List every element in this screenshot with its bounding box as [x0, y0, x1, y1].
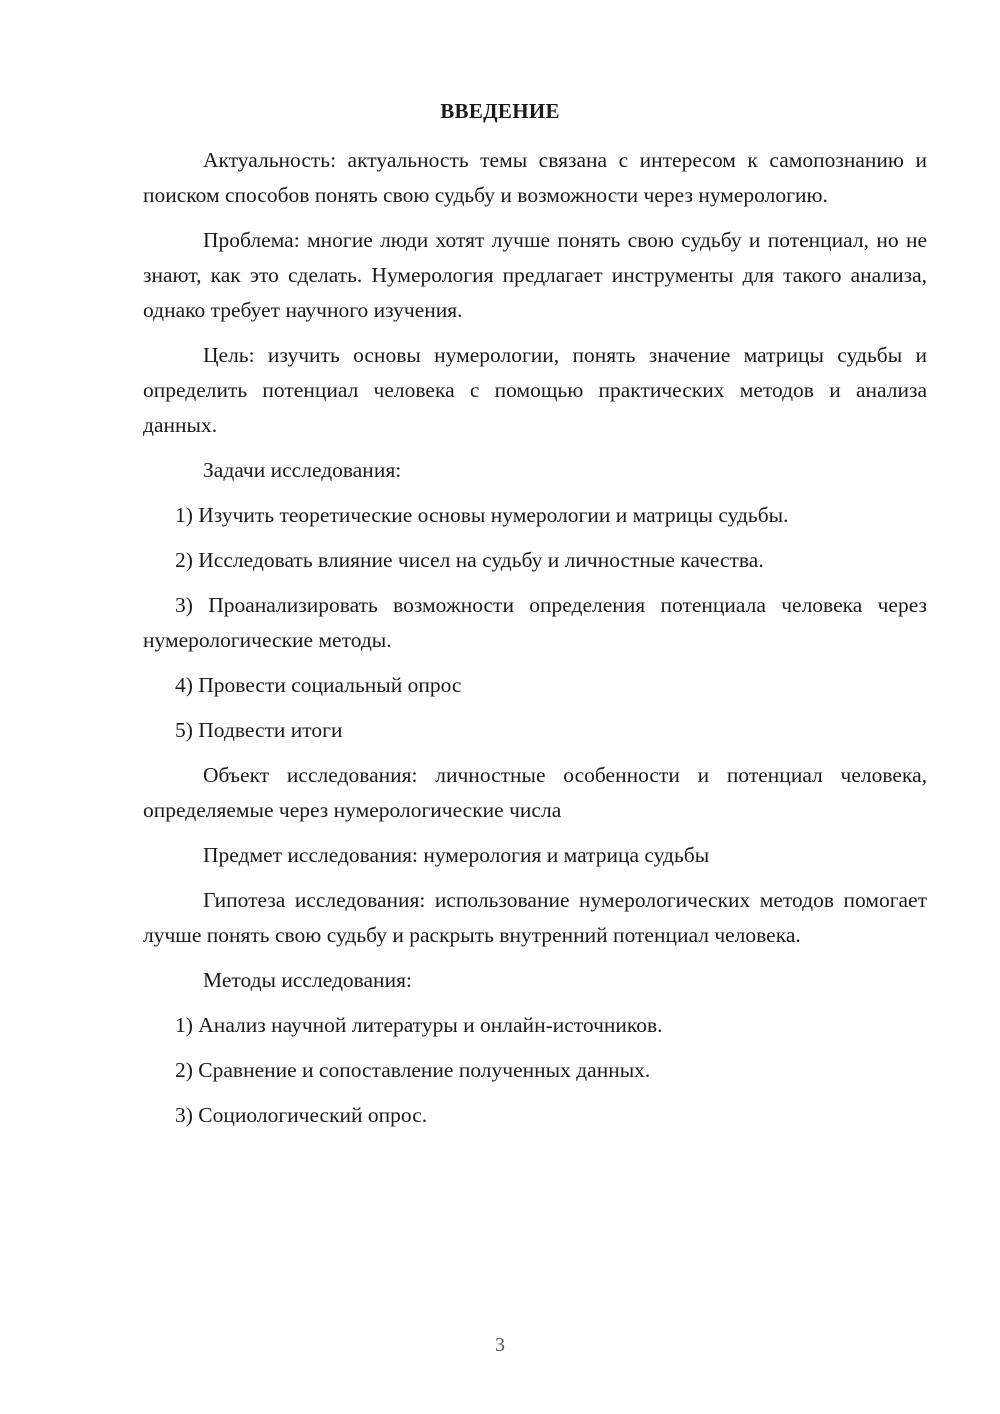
problem-paragraph: Проблема: многие люди хотят лучше понять свою судьбу и потенциал, но не знают, как это сделать. Нумерология предлагает инструменты для такого анализа, однако требует научного изучения. [143, 228, 927, 322]
page-title: ВВЕДЕНИЕ [440, 99, 560, 123]
task-item-1: 1) Изучить теоретические основы нумерологии и матрицы судьбы. [175, 503, 789, 527]
method-item-3: 3) Социологический опрос. [175, 1103, 428, 1127]
page-content [143, 143, 927, 1143]
page-number: 3 [495, 1334, 505, 1356]
goal-paragraph: Цель: изучить основы нумерологии, понять значение матрицы судьбы и определить потенциал человека с помощью практических методов и анализа данных. [143, 343, 927, 437]
method-item-1: 1) Анализ научной литературы и онлайн-источников. [175, 1013, 663, 1037]
task-item-4: 4) Провести социальный опрос [175, 673, 462, 697]
object-paragraph: Объект исследования: личностные особенности и потенциал человека, определяемые через нумерологические числа [143, 763, 927, 822]
subject-paragraph: Предмет исследования: нумерология и матрица судьбы [203, 843, 710, 867]
method-item-2: 2) Сравнение и сопоставление полученных данных. [175, 1058, 651, 1082]
task-item-5: 5) Подвести итоги [175, 718, 343, 742]
tasks-heading: Задачи исследования: [203, 458, 402, 482]
task-item-2: 2) Исследовать влияние чисел на судьбу и личностные качества. [175, 548, 764, 572]
hypothesis-paragraph: Гипотеза исследования: использование нумерологических методов помогает лучше понять свою судьбу и раскрыть внутренний потенциал человека. [143, 888, 927, 947]
relevance-paragraph: Актуальность: актуальность темы связана с интересом к самопознанию и поиском способов понять свою судьбу и возможности через нумерологию. [143, 148, 927, 207]
methods-heading: Методы исследования: [203, 968, 412, 992]
task-item-3: 3) Проанализировать возможности определения потенциала человека через нумерологические методы. [143, 593, 927, 652]
